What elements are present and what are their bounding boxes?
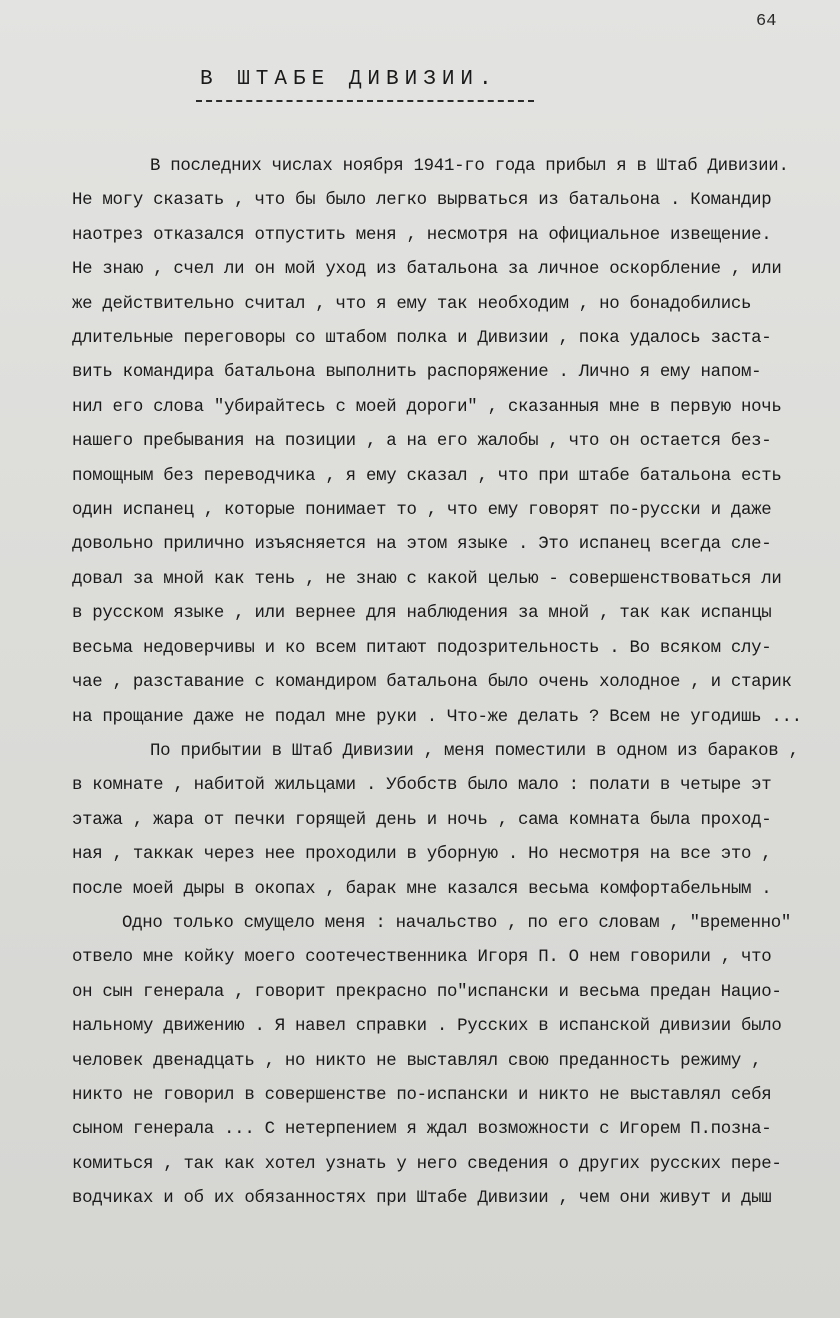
text-line: нальному движению . Я навел справки . Русских в испанской дивизии было — [72, 1017, 782, 1037]
text-line: чае , разставание с командиром батальона было очень холодное , и старик — [72, 673, 792, 693]
text-line: довал за мной как тень , не знаю с какой целью - совершенствоваться ли — [72, 569, 782, 589]
text-line: весьма недоверчивы и ко всем питают подозрительность . Во всяком слу- — [72, 638, 772, 658]
text-line: после моей дыры в окопах , барак мне казался весьма комфортабельным . — [72, 879, 772, 899]
text-line: В последних числах ноября 1941-го года прибыл я в Штаб Дивизии. — [150, 157, 789, 176]
text-line: же действительно считал , что я ему так необходим , но бонадобились — [72, 294, 752, 314]
text-line: один испанец , которые понимает то , что ему говорят по-русски и даже — [72, 501, 772, 521]
text-line: этажа , жара от печки горящей день и ночь , сама комната была проход- — [72, 810, 772, 830]
text-line: длительные переговоры со штабом полка и Дивизии , пока удалось заста- — [72, 329, 772, 349]
text-line: Не знаю , счел ли он мой уход из батальона за личное оскорбление , или — [72, 260, 782, 280]
title-underline — [196, 100, 534, 102]
text-line: на прощание даже не подал мне руки . Что-же делать ? Всем не угодишь ... — [72, 707, 802, 727]
text-line: По прибытии в Штаб Дивизии , меня поместили в одном из бараков , — [150, 741, 799, 761]
text-line: человек двенадцать , но никто не выставлял свою преданность режиму , — [72, 1051, 762, 1071]
text-line: сыном генерала ... С нетерпением я ждал возможности с Игорем П.позна- — [72, 1120, 772, 1140]
text-line: никто не говорил в совершенстве по-испански и никто не выставлял себя — [72, 1085, 772, 1105]
text-line: нил его слова "убирайтесь с моей дороги" , сказанныя мне в первую ночь — [72, 397, 782, 417]
body-text — [72, 150, 840, 1217]
text-line: наотрез отказался отпустить меня , несмотря на официальное извещение. — [72, 225, 772, 245]
text-line: нашего пребывания на позиции , а на его жалобы , что он остается без- — [72, 432, 772, 452]
page-number: 64 — [756, 12, 777, 31]
text-line: ная , таккак через нее проходили в уборную . Но несмотря на все это , — [72, 845, 772, 865]
text-line: Не могу сказать , что бы было легко вырваться из батальона . Командир — [72, 191, 772, 211]
text-line: он сын генерала , говорит прекрасно по"испански и весьма предан Нацио- — [72, 982, 782, 1002]
text-line: водчиках и об их обязанностях при Штабе Дивизии , чем они живут и дыш — [72, 1189, 772, 1209]
text-line: вить командира батальона выполнить распоряжение . Лично я ему напом- — [72, 363, 762, 383]
text-line: помощным без переводчика , я ему сказал , что при штабе батальона есть — [72, 466, 782, 486]
text-line: Одно только смущело меня : начальство , по его словам , "временно" — [122, 913, 791, 933]
text-line: в русском языке , или вернее для наблюдения за мной , так как испанцы — [72, 604, 772, 624]
page-title: В ШТАБЕ ДИВИЗИИ. — [200, 68, 498, 91]
text-line: довольно прилично изъясняется на этом языке . Это испанец всегда сле- — [72, 535, 772, 555]
text-line: в комнате , набитой жильцами . Убобств было мало : полати в четыре эт — [72, 776, 772, 796]
text-line: отвело мне койку моего соотечественника Игоря П. О нем говорили , что — [72, 948, 772, 968]
text-line: комиться , так как хотел узнать у него сведения о других русских пере- — [72, 1154, 782, 1174]
